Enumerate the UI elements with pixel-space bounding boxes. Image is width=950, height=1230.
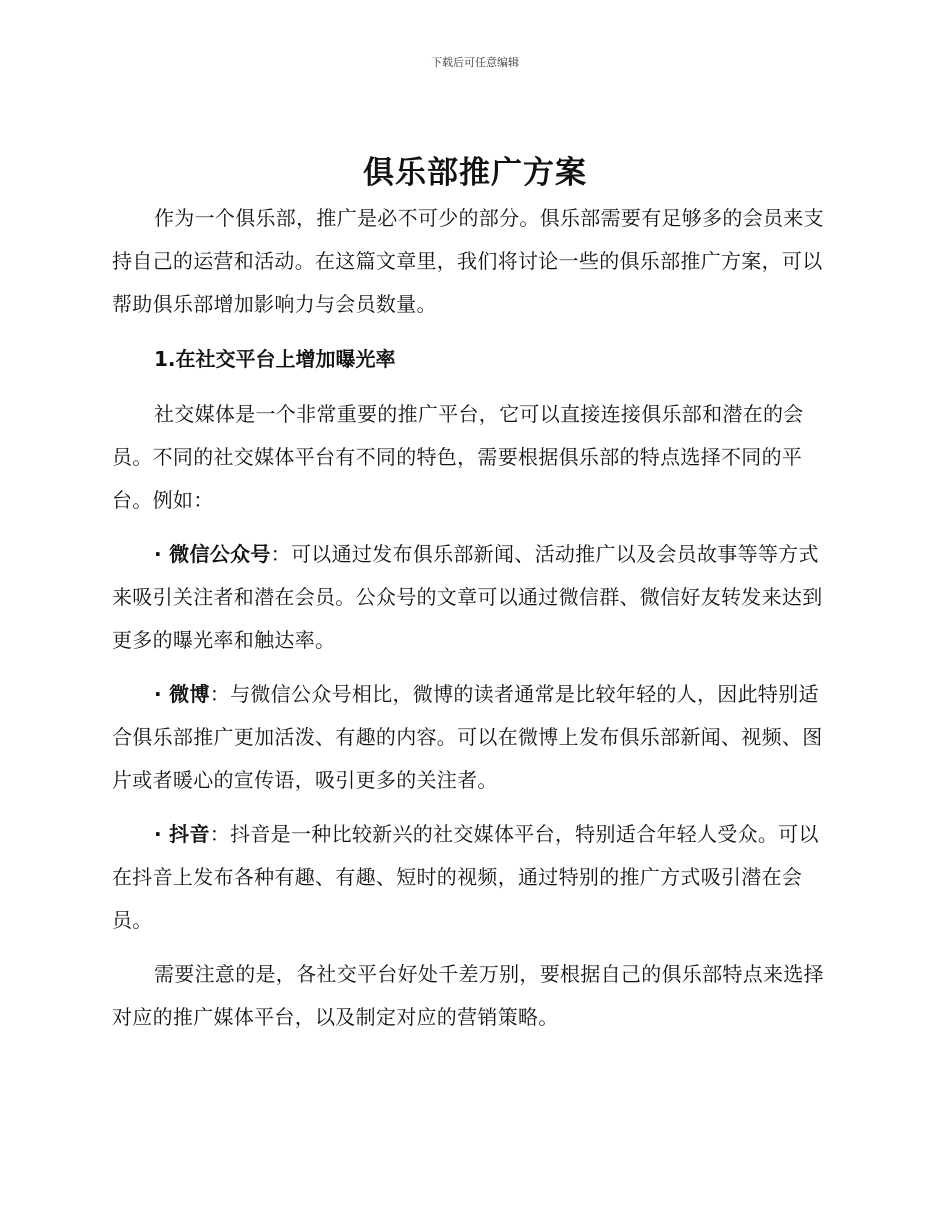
- section-heading: 1.在社交平台上增加曝光率: [154, 347, 396, 371]
- intro-paragraph: 作为一个俱乐部，推广是必不可少的部分。俱乐部需要有足够多的会员来支持自己的运营和活动。在这篇文章里，我们将讨论一些的俱乐部推广方案，可以帮助俱乐部增加影响力与会员数量。: [112, 206, 824, 316]
- bullet-text-douyin: ：抖音是一种比较新兴的社交媒体平台，特别适合年轻人受众。可以在抖音上发布各种有趣、有趣、短时的视频，通过特别的推广方式吸引潜在会员。: [112, 822, 819, 932]
- bullet-text-weibo: ：与微信公众号相比，微博的读者通常是比较年轻的人，因此特别适合俱乐部推广更加活泼、有趣的内容。可以在微博上发布俱乐部新闻、视频、图片或者暖心的宣传语，吸引更多的关注者。: [112, 682, 823, 792]
- bullet-lead-douyin: · 抖音: [154, 822, 210, 846]
- bullet-paragraph-wechat: [112, 533, 834, 662]
- closing-paragraph: 需要注意的是，各社交平台好处千差万别，要根据自己的俱乐部特点来选择对应的推广媒体平台，以及制定对应的营销策略。: [112, 962, 824, 1029]
- document-title: 俱乐部推广方案: [363, 155, 587, 191]
- bullet-paragraph-douyin: [112, 813, 834, 942]
- bullet-lead-wechat: · 微信公众号: [154, 542, 271, 566]
- header-note: 下载后可任意编辑: [431, 56, 519, 69]
- bullet-paragraph-weibo: [112, 673, 834, 802]
- section-paragraph: 社交媒体是一个非常重要的推广平台，它可以直接连接俱乐部和潜在的会员。不同的社交媒体平台有不同的特色，需要根据俱乐部的特点选择不同的平台。例如：: [112, 402, 804, 512]
- bullet-text-wechat: ：可以通过发布俱乐部新闻、活动推广以及会员故事等等方式来吸引关注者和潜在会员。公众号的文章可以通过微信群、微信好友转发来达到更多的曝光率和触达率。: [112, 542, 823, 652]
- bullet-lead-weibo: · 微博: [154, 682, 210, 706]
